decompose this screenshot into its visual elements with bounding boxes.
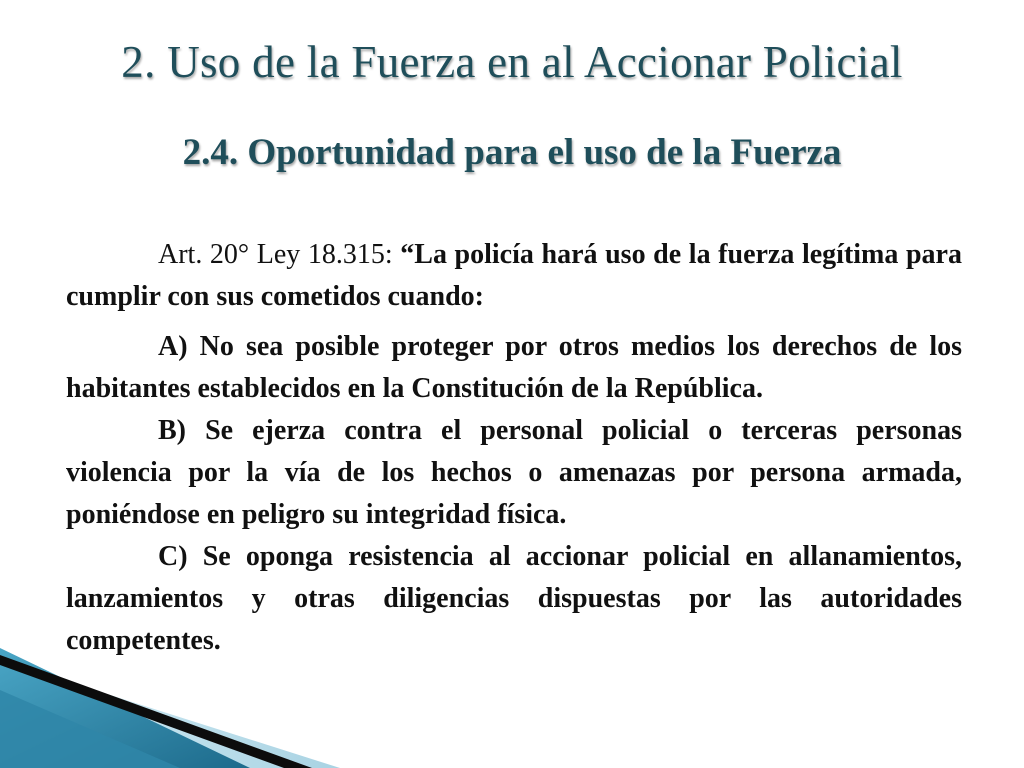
article-reference: Art. 20° Ley 18.315: [158,239,401,270]
article-item-c: C) Se oponga resistencia al accionar policial en allanamientos, lanzamientos y otras diligencias dispuestas por las autoridades competentes. [66,541,962,656]
article-quote: “La policía hará uso de la fuerza legítima para cumplir con sus cometidos cuando: [66,239,962,312]
article-item-b: B) Se ejerza contra el personal policial o terceras personas violencia por la vía de los hechos o amenazas por persona armada, poniéndose en peligro su integridad física. [66,415,962,530]
slide-subtitle: 2.4. Oportunidad para el uso de la Fuerza [182,132,842,173]
slide-title: 2. Uso de la Fuerza en al Accionar Policial [121,37,903,87]
article-item-a: A) No sea posible proteger por otros medios los derechos de los habitantes establecidos en la Constitución de la República. [66,331,962,404]
